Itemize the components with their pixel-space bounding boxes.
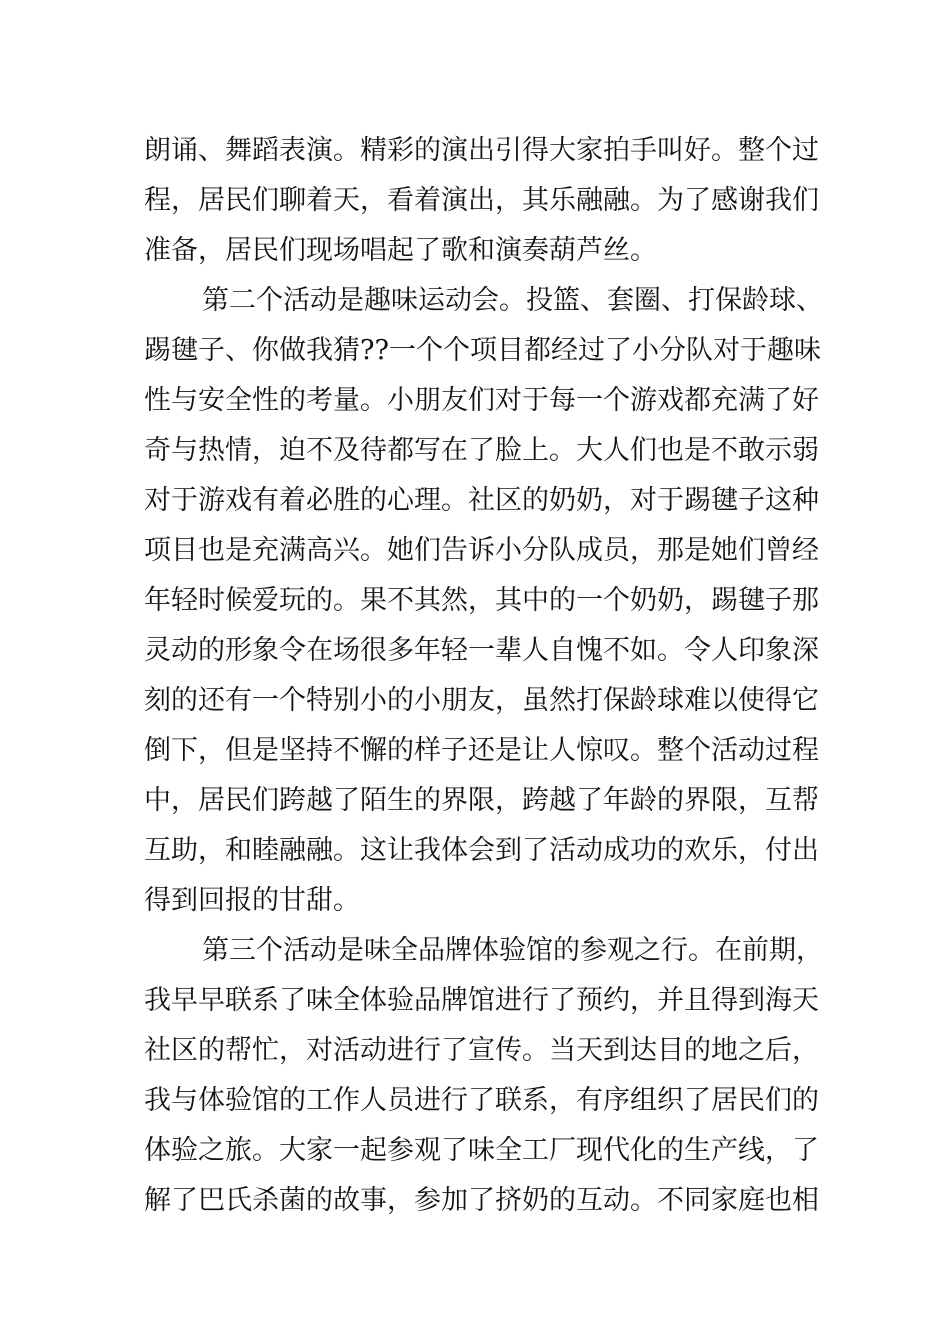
text-line: 项目也是充满高兴。她们告诉小分队成员，那是她们曾经: [144, 535, 819, 566]
text-line: 程，居民们聊着天，看着演出，其乐融融。为了感谢我们: [144, 185, 819, 216]
text-line: 奇与热情，迫不及待都写在了脸上。大人们也是不敢示弱: [144, 435, 819, 466]
text-line: 朗诵、舞蹈表演。精彩的演出引得大家拍手叫好。整个过: [144, 135, 819, 166]
text-line: 互助，和睦融融。这让我体会到了活动成功的欢乐，付出: [144, 835, 819, 866]
paragraph-first-line: 第三个活动是味全品牌体验馆的参观之行。在前期，: [202, 935, 823, 966]
text-line: 解了巴氏杀菌的故事，参加了挤奶的互动。不同家庭也相: [144, 1185, 819, 1216]
text-line: 踢毽子、你做我猜??一个个项目都经过了小分队对于趣味: [144, 335, 821, 366]
paragraph-first-line: 第二个活动是趣味运动会。投篮、套圈、打保龄球、: [202, 285, 823, 316]
text-line: 准备，居民们现场唱起了歌和演奏葫芦丝。: [144, 235, 657, 266]
text-line: 我与体验馆的工作人员进行了联系，有序组织了居民们的: [144, 1085, 819, 1116]
text-line: 灵动的形象令在场很多年轻一辈人自愧不如。令人印象深: [144, 635, 819, 666]
text-line: 得到回报的甘甜。: [144, 885, 360, 916]
text-line: 中，居民们跨越了陌生的界限，跨越了年龄的界限，互帮: [144, 785, 819, 816]
text-line: 倒下，但是坚持不懈的样子还是让人惊叹。整个活动过程: [144, 735, 819, 766]
text-line: 我早早联系了味全体验品牌馆进行了预约，并且得到海天: [144, 985, 819, 1016]
text-line: 对于游戏有着必胜的心理。社区的奶奶，对于踢毽子这种: [144, 485, 819, 516]
text-line: 年轻时候爱玩的。果不其然，其中的一个奶奶，踢毽子那: [144, 585, 819, 616]
text-line: 刻的还有一个特别小的小朋友，虽然打保龄球难以使得它: [144, 685, 819, 716]
text-line: 性与安全性的考量。小朋友们对于每一个游戏都充满了好: [144, 385, 819, 416]
text-line: 社区的帮忙，对活动进行了宣传。当天到达目的地之后，: [144, 1035, 819, 1066]
text-line: 体验之旅。大家一起参观了味全工厂现代化的生产线，了: [144, 1135, 819, 1166]
